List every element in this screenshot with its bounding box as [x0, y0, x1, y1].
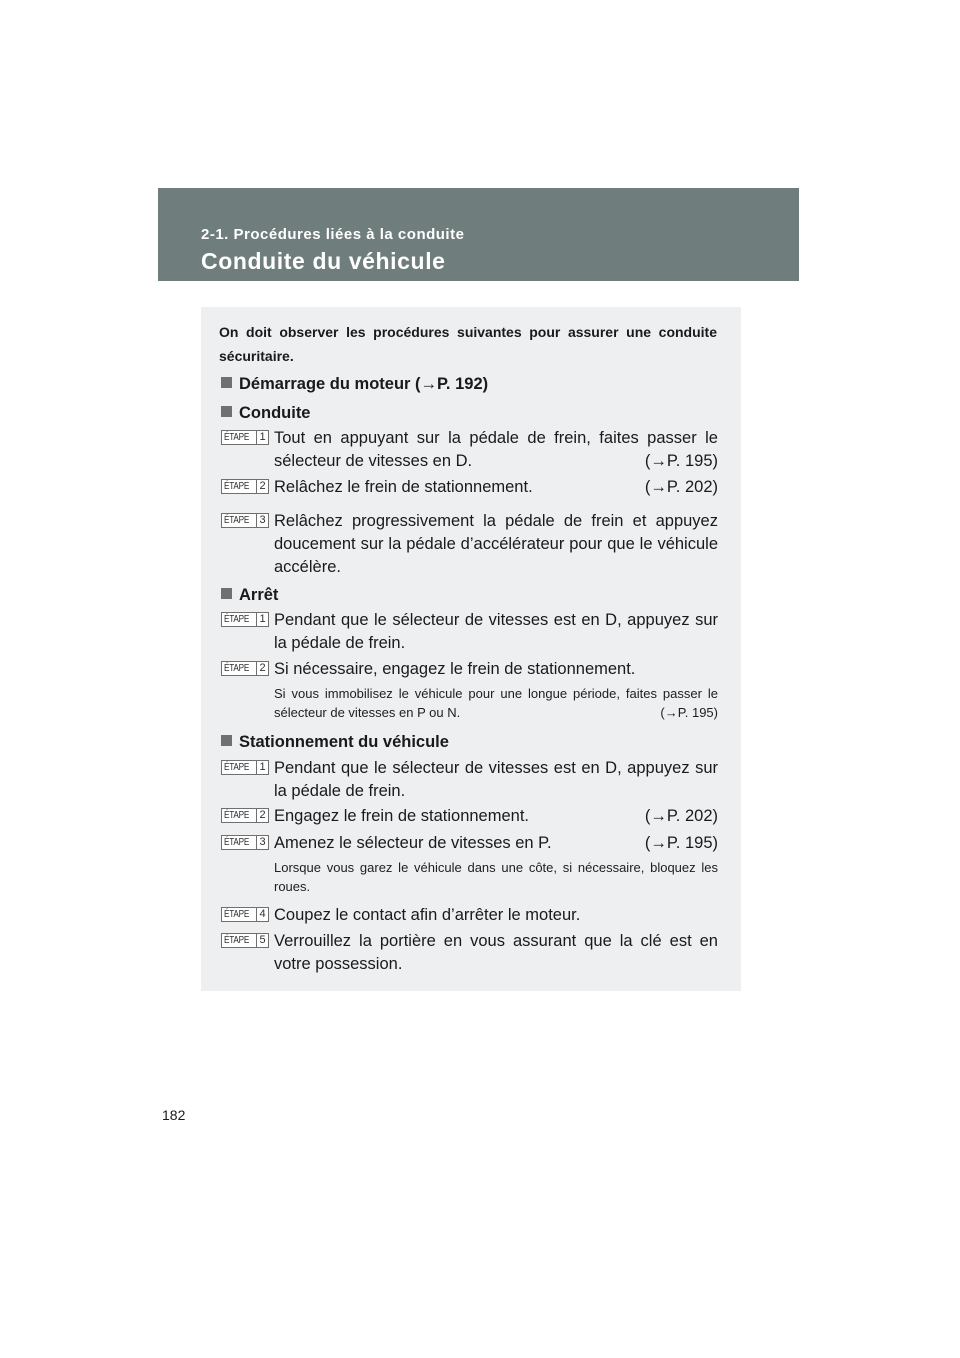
page-title: Conduite du véhicule: [201, 248, 446, 274]
page-reference: (→P. 202): [645, 805, 718, 828]
page-reference: (→P. 202): [645, 476, 718, 499]
heading-stationnement: Stationnement du véhicule: [221, 731, 449, 753]
step-text: Relâchez progressivement la pédale de frein et appuyez doucement sur la pédale d’accélérateur pour que le véhicule accélère.: [274, 512, 718, 576]
page-reference: (→P. 195): [645, 450, 718, 473]
step-badge: ÉTAPE 1: [221, 612, 269, 627]
content-box: [201, 307, 741, 991]
step-badge: ÉTAPE 1: [221, 430, 269, 445]
step-text: Pendant que le sélecteur de vitesses est en D, appuyez sur la pédale de frein.: [274, 759, 718, 800]
step-arret-2: [221, 658, 718, 681]
step-badge: ÉTAPE 2: [221, 808, 269, 823]
step-stationnement-3: [221, 832, 718, 855]
square-bullet-icon: [221, 588, 232, 599]
step-text: Coupez le contact afin d’arrêter le moteur.: [274, 906, 581, 924]
step-text: Relâchez le frein de stationnement.: [274, 478, 533, 496]
step-stationnement-2: [221, 805, 718, 828]
step-badge: ÉTAPE 3: [221, 513, 269, 528]
heading-arret: Arrêt: [221, 584, 278, 606]
step-badge: ÉTAPE 5: [221, 933, 269, 948]
step-conduite-1: [221, 427, 718, 473]
step-stationnement-1: [221, 757, 718, 803]
chapter-header: [158, 188, 799, 281]
square-bullet-icon: [221, 735, 232, 746]
page-reference: (→P. 195): [645, 832, 718, 855]
intro-text: On doit observer les procédures suivantes pour assurer une conduite sécuritaire.: [219, 324, 717, 364]
step-conduite-3: [221, 510, 718, 579]
section-label: 2-1. Procédures liées à la conduite: [201, 226, 465, 243]
heading-demarrage: Démarrage du moteur (→P. 192): [221, 373, 488, 395]
square-bullet-icon: [221, 377, 232, 388]
step-conduite-2: [221, 476, 718, 499]
step-badge: ÉTAPE 4: [221, 907, 269, 922]
step-stationnement-4: [221, 904, 718, 927]
step-text: Tout en appuyant sur la pédale de frein, faites passer le sélecteur de vitesses en D.: [274, 429, 718, 470]
note-stationnement: Lorsque vous garez le véhicule dans une côte, si nécessaire, bloquez les roues.: [274, 860, 718, 894]
step-text: Verrouillez la portière en vous assurant que la clé est en votre possession.: [274, 932, 718, 973]
step-badge: ÉTAPE 2: [221, 479, 269, 494]
page-number: 182: [162, 1107, 186, 1123]
step-text: Engagez le frein de stationnement.: [274, 807, 530, 825]
step-text: Si nécessaire, engagez le frein de stationnement.: [274, 660, 636, 678]
step-badge: ÉTAPE 2: [221, 661, 269, 676]
step-text: Amenez le sélecteur de vitesses en P.: [274, 834, 552, 852]
note-arret: Si vous immobilisez le véhicule pour une longue période, faites passer le sélecteur de vitesses en P ou N. (→P. 195): [274, 686, 718, 720]
step-arret-1: [221, 609, 718, 655]
square-bullet-icon: [221, 406, 232, 417]
step-badge: ÉTAPE 1: [221, 760, 269, 775]
heading-conduite: Conduite: [221, 402, 311, 424]
step-stationnement-5: [221, 930, 718, 976]
page-reference: (→P. 195): [660, 705, 718, 720]
step-badge: ÉTAPE 3: [221, 835, 269, 850]
step-text: Pendant que le sélecteur de vitesses est en D, appuyez sur la pédale de frein.: [274, 611, 718, 652]
